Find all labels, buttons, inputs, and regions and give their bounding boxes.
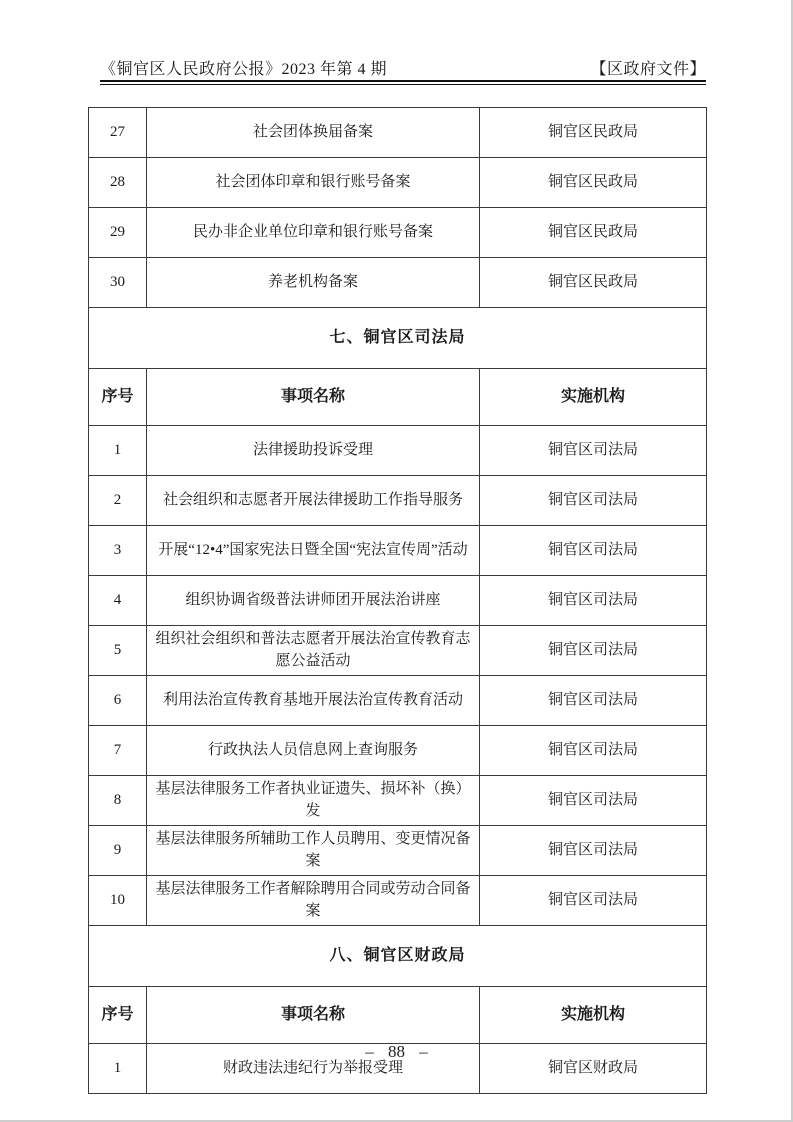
cell-agency: 铜官区司法局 bbox=[480, 826, 707, 876]
cell-no: 1 bbox=[89, 1044, 147, 1094]
cell-agency: 铜官区司法局 bbox=[480, 526, 707, 576]
column-header-row bbox=[89, 369, 707, 426]
cell-no: 9 bbox=[89, 826, 147, 876]
cell-no: 5 bbox=[89, 626, 147, 676]
cell-item: 养老机构备案 bbox=[147, 258, 480, 308]
cell-item: 开展“12•4”国家宪法日暨全国“宪法宣传周”活动 bbox=[147, 526, 480, 576]
cell-item: 民办非企业单位印章和银行账号备案 bbox=[147, 208, 480, 258]
cell-agency: 铜官区民政局 bbox=[480, 158, 707, 208]
cell-no: 10 bbox=[89, 876, 147, 926]
section-title-row bbox=[89, 926, 707, 987]
table-row bbox=[89, 208, 707, 258]
table-row bbox=[89, 826, 707, 876]
cell-agency: 铜官区民政局 bbox=[480, 208, 707, 258]
cell-item: 组织协调省级普法讲师团开展法治讲座 bbox=[147, 576, 480, 626]
cell-no: 6 bbox=[89, 676, 147, 726]
cell-agency: 铜官区司法局 bbox=[480, 626, 707, 676]
table-row bbox=[89, 876, 707, 926]
table-row bbox=[89, 426, 707, 476]
table-row bbox=[89, 108, 707, 158]
cell-agency: 铜官区民政局 bbox=[480, 258, 707, 308]
table-row bbox=[89, 776, 707, 826]
column-header-no: 序号 bbox=[89, 987, 147, 1044]
column-header-agency: 实施机构 bbox=[480, 987, 707, 1044]
cell-no: 30 bbox=[89, 258, 147, 308]
cell-no: 8 bbox=[89, 776, 147, 826]
table-row bbox=[89, 576, 707, 626]
table-row bbox=[89, 676, 707, 726]
column-header-item: 事项名称 bbox=[147, 369, 480, 426]
cell-agency: 铜官区司法局 bbox=[480, 776, 707, 826]
cell-agency: 铜官区民政局 bbox=[480, 108, 707, 158]
table-row bbox=[89, 726, 707, 776]
header-rule-divider bbox=[100, 80, 706, 85]
cell-agency: 铜官区财政局 bbox=[480, 1044, 707, 1094]
cell-item: 行政执法人员信息网上查询服务 bbox=[147, 726, 480, 776]
table-row bbox=[89, 258, 707, 308]
table-row bbox=[89, 526, 707, 576]
column-header-agency: 实施机构 bbox=[480, 369, 707, 426]
cell-item: 社会团体换届备案 bbox=[147, 108, 480, 158]
page-header bbox=[100, 56, 706, 79]
cell-item: 法律援助投诉受理 bbox=[147, 426, 480, 476]
cell-no: 4 bbox=[89, 576, 147, 626]
cell-no: 2 bbox=[89, 476, 147, 526]
page-number: – 88 – bbox=[365, 1042, 428, 1061]
cell-no: 28 bbox=[89, 158, 147, 208]
cell-no: 3 bbox=[89, 526, 147, 576]
cell-item: 基层法律服务工作者执业证遗失、损坏补（换）发 bbox=[147, 776, 480, 826]
cell-agency: 铜官区司法局 bbox=[480, 676, 707, 726]
items-table-body bbox=[89, 108, 707, 1094]
cell-no: 7 bbox=[89, 726, 147, 776]
cell-item: 财政违法违纪行为举报受理 bbox=[147, 1044, 480, 1094]
cell-item: 基层法律服务工作者解除聘用合同或劳动合同备案 bbox=[147, 876, 480, 926]
cell-agency: 铜官区司法局 bbox=[480, 576, 707, 626]
section-title: 八、铜官区财政局 bbox=[89, 926, 707, 987]
cell-no: 27 bbox=[89, 108, 147, 158]
cell-item: 社会团体印章和银行账号备案 bbox=[147, 158, 480, 208]
cell-no: 29 bbox=[89, 208, 147, 258]
section-title: 七、铜官区司法局 bbox=[89, 308, 707, 369]
cell-agency: 铜官区司法局 bbox=[480, 476, 707, 526]
document-category-label: 【区政府文件】 bbox=[590, 61, 706, 78]
column-header-no: 序号 bbox=[89, 369, 147, 426]
column-header-item: 事项名称 bbox=[147, 987, 480, 1044]
cell-item: 社会组织和志愿者开展法律援助工作指导服务 bbox=[147, 476, 480, 526]
page-footer bbox=[0, 1042, 793, 1062]
cell-item: 组织社会组织和普法志愿者开展法治宣传教育志愿公益活动 bbox=[147, 626, 480, 676]
section-title-row bbox=[89, 308, 707, 369]
table-row bbox=[89, 476, 707, 526]
cell-agency: 铜官区司法局 bbox=[480, 726, 707, 776]
cell-no: 1 bbox=[89, 426, 147, 476]
gazette-title: 《铜官区人民政府公报》2023 年第 4 期 bbox=[100, 61, 388, 78]
column-header-row bbox=[89, 987, 707, 1044]
cell-agency: 铜官区司法局 bbox=[480, 876, 707, 926]
table-row bbox=[89, 626, 707, 676]
cell-item: 基层法律服务所辅助工作人员聘用、变更情况备案 bbox=[147, 826, 480, 876]
items-table bbox=[88, 107, 707, 1094]
cell-item: 利用法治宣传教育基地开展法治宣传教育活动 bbox=[147, 676, 480, 726]
cell-agency: 铜官区司法局 bbox=[480, 426, 707, 476]
table-row bbox=[89, 158, 707, 208]
